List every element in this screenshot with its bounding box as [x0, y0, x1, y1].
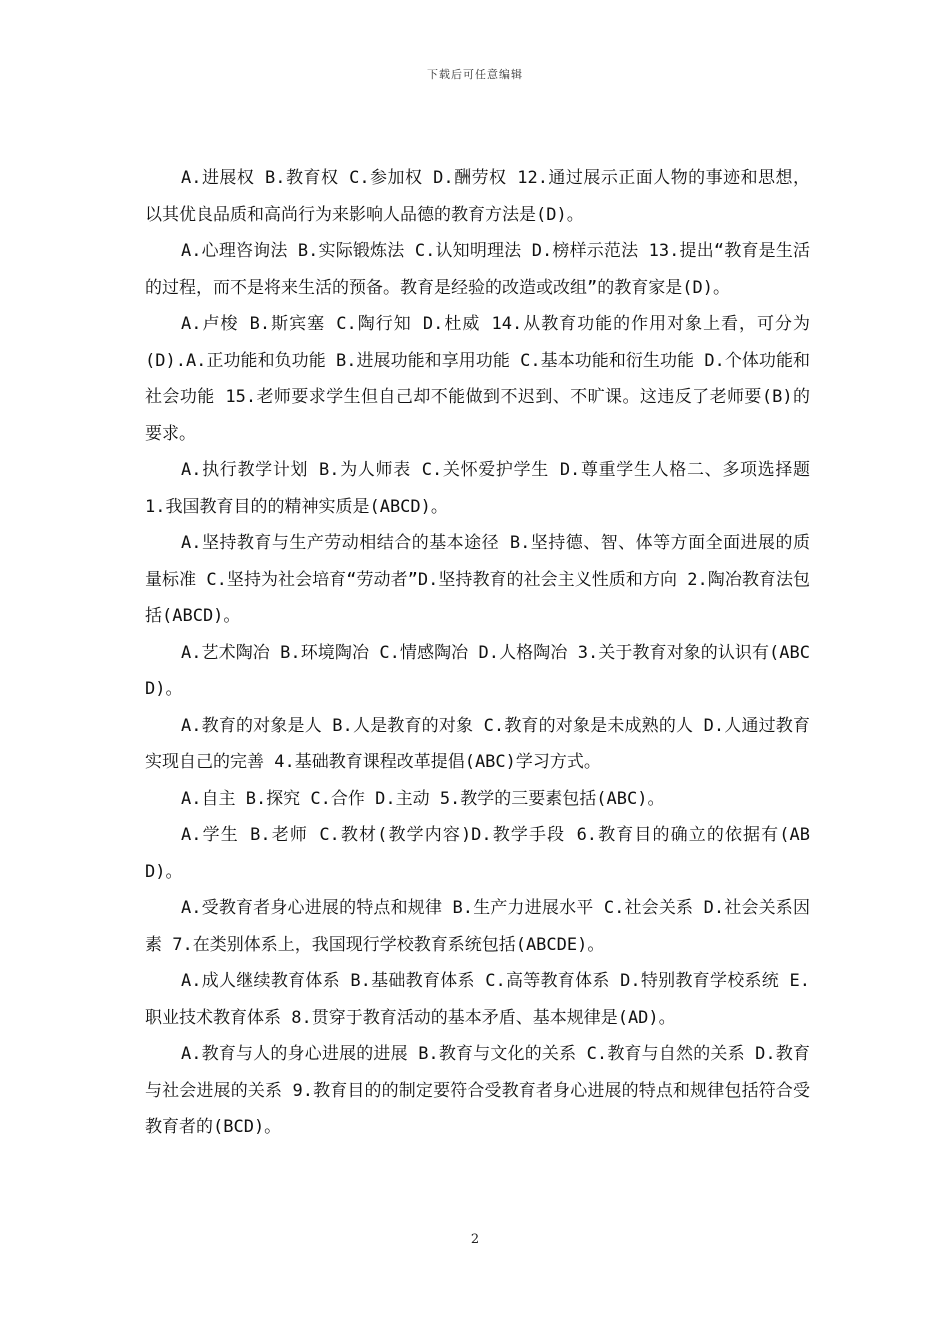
paragraph: A.坚持教育与生产劳动相结合的基本途径 B.坚持德、智、体等方面全面进展的质量标准 C.坚持为社会培育“劳动者”D.坚持教育的社会主义性质和方向 2.陶冶教育法包括(ABCD)。: [145, 533, 810, 626]
page-header: 下载后可任意编辑: [427, 68, 523, 81]
document-body: [145, 160, 810, 1146]
paragraph: A.卢梭 B.斯宾塞 C.陶行知 D.杜威 14.从教育功能的作用对象上看，可分为(D).A.正功能和负功能 B.进展功能和享用功能 C.基本功能和衍生功能 D.个体功能和社会功能 15.老师要求学生但自己却不能做到不迟到、不旷课。这违反了老师要(B)的要求。: [145, 314, 810, 444]
paragraph: A.心理咨询法 B.实际锻炼法 C.认知明理法 D.榜样示范法 13.提出“教育是生活的过程，而不是将来生活的预备。教育是经验的改造或改组”的教育家是(D)。: [145, 241, 810, 298]
paragraph: A.成人继续教育体系 B.基础教育体系 C.高等教育体系 D.特别教育学校系统 E.职业技术教育体系 8.贯穿于教育活动的基本矛盾、基本规律是(AD)。: [145, 971, 810, 1028]
paragraph: A.自主 B.探究 C.合作 D.主动 5.教学的三要素包括(ABC)。: [181, 788, 665, 809]
paragraph: A.教育与人的身心进展的进展 B.教育与文化的关系 C.教育与自然的关系 D.教育与社会进展的关系 9.教育目的的制定要符合受教育者身心进展的特点和规律包括符合受教育者的(BCD)。: [145, 1044, 810, 1137]
paragraph: A.教育的对象是人 B.人是教育的对象 C.教育的对象是未成熟的人 D.人通过教育实现自己的完善 4.基础教育课程改革提倡(ABC)学习方式。: [145, 715, 810, 772]
paragraph: A.学生 B.老师 C.教材(教学内容)D.教学手段 6.教育目的确立的依据有(ABD)。: [145, 825, 810, 882]
paragraph: A.受教育者身心进展的特点和规律 B.生产力进展水平 C.社会关系 D.社会关系因素 7.在类别体系上，我国现行学校教育系统包括(ABCDE)。: [145, 898, 810, 955]
paragraph: A.执行教学计划 B.为人师表 C.关怀爱护学生 D.尊重学生人格二、多项选择题 1.我国教育目的的精神实质是(ABCD)。: [145, 460, 810, 517]
paragraph: A.艺术陶冶 B.环境陶冶 C.情感陶冶 D.人格陶冶 3.关于教育对象的认识有(ABCD)。: [145, 642, 810, 699]
page-number: 2: [470, 1232, 480, 1247]
paragraph: A.进展权 B.教育权 C.参加权 D.酬劳权 12.通过展示正面人物的事迹和思想，以其优良品质和高尚行为来影响人品德的教育方法是(D)。: [145, 168, 810, 225]
